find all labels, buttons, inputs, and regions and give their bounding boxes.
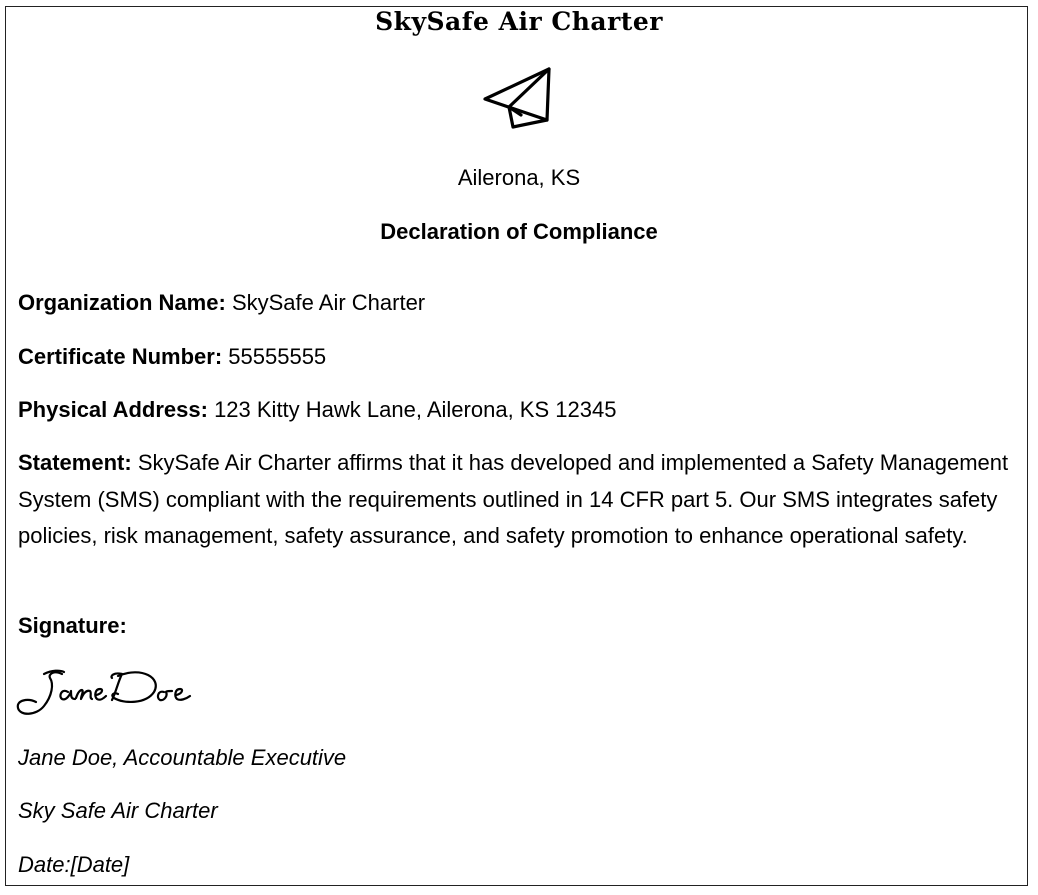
- organization-name-value: SkySafe Air Charter: [231, 290, 426, 315]
- physical-address-row: [18, 395, 1018, 425]
- signature-date: Date:[Date]: [18, 852, 130, 877]
- certificate-number-label: Certificate Number:: [18, 344, 223, 369]
- certificate-number-row: [18, 342, 1018, 372]
- handwritten-signature: [14, 662, 204, 718]
- statement-paragraph: [18, 445, 1020, 555]
- physical-address-value: 123 Kitty Hawk Lane, Ailerona, KS 12345: [214, 397, 617, 422]
- signature-label: Signature:: [18, 613, 127, 638]
- paper-plane-icon: [483, 66, 553, 130]
- certificate-number-value: 55555555: [228, 344, 327, 369]
- statement-text: SkySafe Air Charter affirms that it has developed and implemented a Safety Management System (SMS) compliant with the requirements outlined in 14 CFR part 5. Our SMS integrates safety policies, risk management, safety assurance, and safety promotion to enhance operational safety.: [18, 450, 1009, 548]
- document-heading: Declaration of Compliance: [380, 219, 658, 244]
- company-location: Ailerona, KS: [457, 165, 581, 190]
- signer-organization: Sky Safe Air Charter: [18, 798, 218, 823]
- signer-name-title: Jane Doe, Accountable Executive: [18, 745, 347, 770]
- physical-address-label: Physical Address:: [18, 397, 208, 422]
- company-title: SkySafe Air Charter: [375, 7, 663, 36]
- organization-name-label: Organization Name:: [18, 290, 226, 315]
- organization-name-row: [18, 288, 1018, 318]
- statement-label: Statement:: [18, 450, 132, 475]
